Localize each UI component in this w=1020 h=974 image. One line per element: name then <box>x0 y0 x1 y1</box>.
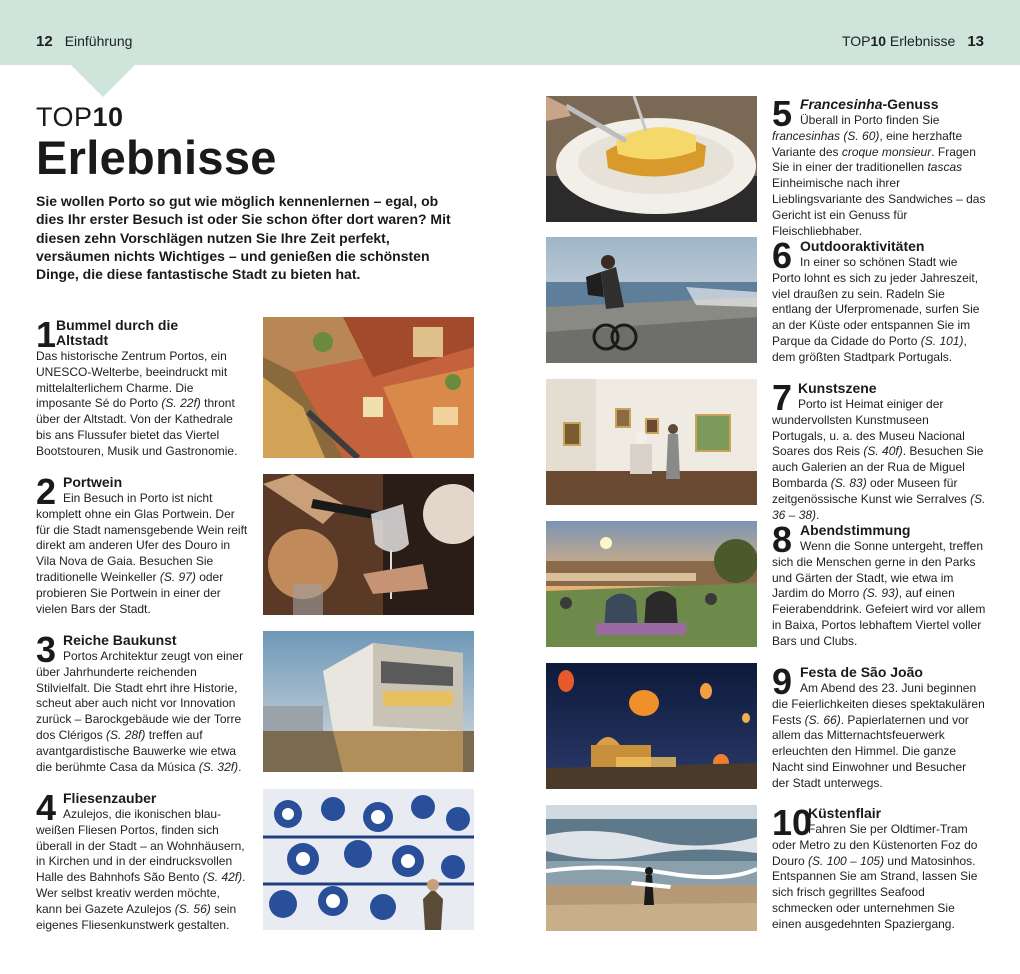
item-text: Am Abend des 23. Juni beginnen die Feierlichkeiten dieses spektakulären Fests (S. 66). Papierlaternen und vor allem das Mitternachtsfeuerwerk erleuchten den Himmel. Die ganze Nacht sind Einwohner und Besucher der Stadt unterwegs. <box>772 681 985 790</box>
item-8 <box>772 519 986 650</box>
item-text: Das historische Zentrum Portos, ein UNESCO-Welterbe, beeindruckt mit mittelalterlichem Charme. Die imposante Sé do Porto (S. 22f) thront über der Altstadt. Von der Kathedrale bis ans Flussufer bietet das Viertel Bootstouren, Musik und Gastronomie. <box>36 349 238 458</box>
top10-label: TOP10 <box>36 102 124 132</box>
item-1 <box>36 314 248 460</box>
item-title: Kunstszene <box>798 380 877 396</box>
item-text: Portos Architektur zeugt von einer über Jahrhunderte reichenden Stilvielfalt. Die Stadt ehrt ihre Historie, scheut aber auch nicht vor Innovation zurück – Barockgebäude wie der Torre dos Clérigos (S. 28f) treffen auf avantgardistische Bauwerke wie etwa die berühmte Casa da Música (S. 32f). <box>36 649 244 774</box>
item-title: Fliesenzauber <box>63 790 157 806</box>
photo-radfahren <box>546 237 757 363</box>
right-section-title: TOP10 Erlebnisse <box>841 33 956 49</box>
photo-museum <box>546 379 757 505</box>
item-number: 6 <box>772 235 793 276</box>
item-number: 10 <box>772 802 813 843</box>
header-notch <box>70 64 136 97</box>
item-title: Festa de São João <box>800 664 923 680</box>
item-2 <box>36 471 248 617</box>
item-5 <box>772 93 986 239</box>
item-title: Bummel durch die Altstadt <box>56 317 179 348</box>
photo-portwein <box>263 474 474 615</box>
item-number: 9 <box>772 661 793 702</box>
left-section-title: Einführung <box>64 33 133 49</box>
photo-azulejos <box>263 789 474 930</box>
right-page-number: 13 <box>967 33 984 50</box>
item-title: Portwein <box>63 474 123 490</box>
photo-francesinha <box>546 96 757 222</box>
item-text: Ein Besuch in Porto ist nicht komplett ohne ein Glas Portwein. Der für die Stadt namensgebende Wein reift direkt am anderen Ufer des Douro in Vila Nova de Gaia. Besuchen Sie traditionelle Weinkeller (S. 97) oder probieren Sie Portwein in einer der vielen Bars der Stadt. <box>36 491 248 616</box>
item-text: Azulejos, die ikonischen blau-weißen Fliesen Portos, finden sich überall in der Stadt – an Wohnhäusern, in Kirchen und in der eindrucksvollen Halle des Bahnhofs São Bento (S. 42f). Wer selbst kreativ werden möchte, kann bei Gazete Azulejos (S. 56) sein eigenes Fliesenkunstwerk gestalten. <box>36 807 246 932</box>
item-text: Porto ist Heimat einiger der wundervollsten Kunstmuseen Portugals, u. a. des Museu Nacional Soares dos Reis (S. 40f). Besuchen Sie auch Galerien an der Rua de Miguel Bombarda (S. 83) oder Museen für zeitgenössische Kunst wie Serralves (S. 36 – 38). <box>772 397 986 522</box>
item-3 <box>36 629 248 775</box>
item-title: Abendstimmung <box>800 522 911 538</box>
left-page-header <box>36 33 132 50</box>
left-page-number: 12 <box>36 33 53 50</box>
photo-casa-da-musica <box>263 631 474 772</box>
item-title: Reiche Baukunst <box>63 632 177 648</box>
item-number: 3 <box>36 629 57 670</box>
item-text: Überall in Porto finden Sie francesinhas (S. 60), eine herzhafte Variante des croque monsieur. Fragen Sie in einer der traditionellen tascas Einheimische nach ihrer Lieblingsvariante des Sandwiches – das Gericht ist ein Genuss für Fleischliebhaber. <box>772 113 986 238</box>
item-text: In einer so schönen Stadt wie Porto lohnt es sich zu jeder Jahreszeit, viel draußen zu sein. Radeln Sie entlang der Uferpromenade, surfen Sie an der Küste oder entspannen Sie im Parque da Cidade do Porto (S. 101), dem größten Stadtpark Portugals. <box>772 255 980 364</box>
photo-laternen <box>546 663 757 789</box>
item-number: 8 <box>772 519 793 560</box>
photo-sonnenuntergang <box>546 521 757 647</box>
item-title: Outdooraktivitäten <box>800 238 925 254</box>
page-title: Erlebnisse <box>36 131 277 184</box>
item-text: Fahren Sie per Oldtimer-Tram oder Metro zu den Küstenorten Foz do Douro (S. 100 – 105) und Matosinhos. Entspannen Sie am Strand, lassen Sie sich frisch gegrilltes Seafood schmecken oder unternehmen Sie einen ausgedehnten Spaziergang. <box>772 822 978 931</box>
right-page-header <box>842 33 984 50</box>
item-title: Francesinha-Genuss <box>800 96 939 112</box>
item-4 <box>36 787 248 933</box>
item-9 <box>772 661 986 792</box>
photo-kueste <box>546 805 757 931</box>
photo-altstadt <box>263 317 474 458</box>
item-text: Wenn die Sonne untergeht, treffen sich die Menschen gerne in den Parks und Gärten der Stadt, wie etwa im Jardim do Morro (S. 93), auf einen Feierabenddrink. Gefeiert wird vor allem in Baixa, Portos lebhaftem Viertel voller Bars und Clubs. <box>772 539 986 648</box>
intro-paragraph: Sie wollen Porto so gut wie möglich kennenlernen – egal, ob dies Ihr erster Besuch ist oder Sie schon öfter dort waren? Mit diesen zehn Vorschlägen nutzen Sie Ihre Zeit perfekt, versäumen nichts Wichtiges – und genießen die schönsten Dinge, die diese fantastische Stadt zu bieten hat. <box>36 193 451 283</box>
item-title: Küstenflair <box>808 805 882 821</box>
item-number: 1 <box>36 314 57 355</box>
item-7 <box>772 377 986 523</box>
item-number: 4 <box>36 787 57 828</box>
item-number: 2 <box>36 471 57 512</box>
item-6 <box>772 235 986 366</box>
item-10 <box>772 802 986 933</box>
item-number: 5 <box>772 93 793 134</box>
item-number: 7 <box>772 377 793 418</box>
